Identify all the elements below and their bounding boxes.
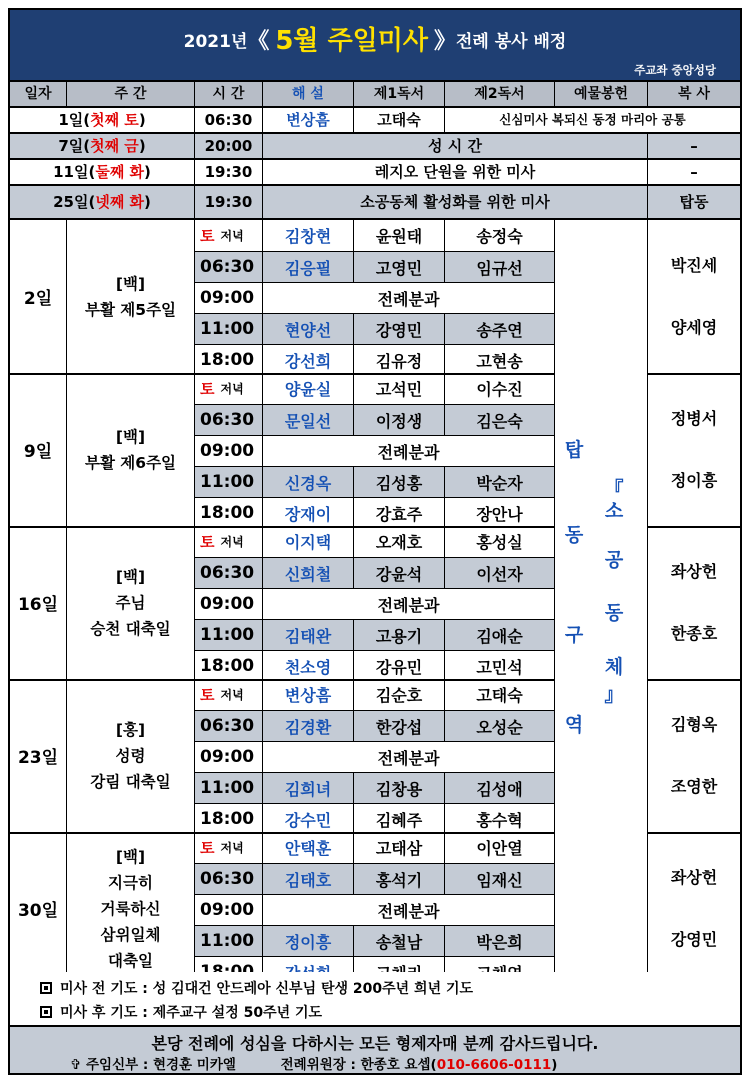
special-note: 신심미사 복되신 동정 마리아 공통 [499, 112, 686, 127]
special-event: 성 시 간 [263, 134, 648, 158]
mass-row [195, 313, 555, 344]
commentator-name: 현양선 [263, 314, 354, 344]
commentator-name: 김창현 [263, 220, 354, 251]
reader1-name: 고영민 [354, 252, 445, 282]
feast-line: 승천 대축일 [90, 619, 171, 638]
special-reader1: 고태숙 [354, 108, 445, 132]
mass-row [195, 741, 555, 772]
column-header-server: 복 사 [678, 86, 710, 102]
liturgy-committee: 전례분과 [263, 436, 555, 466]
special-server: – [690, 137, 698, 155]
mass-time: 11:00 [195, 926, 263, 956]
reader1-name: 강효주 [354, 498, 445, 528]
mass-row [195, 373, 555, 404]
reader1-name: 송철남 [354, 926, 445, 956]
title-year: 2021년 [183, 32, 248, 52]
mass-time: 06:30 [195, 711, 263, 741]
title-suffix: 전례 봉사 배정 [455, 32, 567, 52]
mass-time: 18:00 [195, 345, 263, 375]
mass-row [195, 894, 555, 925]
mass-row [195, 710, 555, 741]
mass-row [195, 832, 555, 863]
feast-name [67, 832, 195, 985]
footer [10, 1027, 740, 1073]
reader2-name: 임재신 [445, 864, 555, 894]
title-highlight: 5월 주일미사 [275, 26, 429, 56]
week-date: 30일 [10, 832, 67, 985]
reader2-name: 오성순 [445, 711, 555, 741]
evening-label: 저녁 [220, 841, 244, 855]
mass-time: 06:30 [195, 252, 263, 282]
column-header-reader2: 제2독서 [445, 82, 555, 106]
reader2-name: 홍성실 [445, 526, 555, 557]
reader2-name: 이선자 [445, 558, 555, 588]
mass-time: 11:00 [195, 467, 263, 497]
mass-time: 09:00 [195, 895, 263, 925]
special-date: 11일(둘째 화) [10, 160, 195, 184]
week-date: 9일 [10, 373, 67, 526]
commentator-name: 변상흠 [263, 679, 354, 710]
column-header-date: 일자 [10, 82, 67, 106]
special-time: 20:00 [195, 134, 263, 158]
reader2-name: 김은숙 [445, 405, 555, 435]
mass-time: 18:00 [195, 498, 263, 528]
special-commentator: 변상흠 [263, 108, 354, 132]
phone-number: 010-6606-0111 [436, 1057, 552, 1073]
mass-time [195, 373, 263, 404]
mass-time: 11:00 [195, 314, 263, 344]
special-event: 레지오 단원을 위한 미사 [263, 160, 648, 184]
offertory-char: 공 [604, 549, 624, 571]
reader1-name: 김순호 [354, 679, 445, 710]
reader1-name: 김혜주 [354, 804, 445, 834]
special-row [10, 134, 740, 160]
square-bullet-icon [40, 982, 52, 994]
commentator-name: 양윤실 [263, 373, 354, 404]
commentator-name: 김태완 [263, 620, 354, 650]
special-event: 소공동체 활성화를 위한 미사 [263, 186, 648, 218]
mass-time: 09:00 [195, 283, 263, 313]
mass-row [195, 282, 555, 313]
evening-label: 저녁 [220, 535, 244, 549]
special-time: 19:30 [195, 160, 263, 184]
commentator-name: 신희철 [263, 558, 354, 588]
commentator-name: 문일선 [263, 405, 354, 435]
reader2-name: 김애순 [445, 620, 555, 650]
parish-name: 주교좌 중앙성당 [634, 63, 716, 77]
column-header-commentator: 해 설 [263, 82, 354, 106]
offertory-char: 동 [564, 524, 584, 546]
offertory-char: 동 [604, 602, 624, 624]
altar-server: 정이흥 [670, 471, 718, 490]
square-bullet-icon [40, 1006, 52, 1018]
title-bracket-open: 《 [247, 29, 270, 54]
reader1-name: 윤원태 [354, 220, 445, 251]
mass-time [195, 526, 263, 557]
special-server: 탑동 [679, 193, 709, 211]
reader1-name: 고용기 [354, 620, 445, 650]
altar-server: 박진세 [670, 256, 718, 275]
altar-server: 김형옥 [670, 715, 718, 734]
evening-label: 저녁 [220, 382, 244, 396]
reader1-name: 한강섭 [354, 711, 445, 741]
offertory-char: 소 [604, 500, 624, 522]
mass-row [195, 863, 555, 894]
special-row [10, 108, 740, 134]
special-row [10, 186, 740, 220]
commentator-name: 안택훈 [263, 832, 354, 863]
mass-time [195, 679, 263, 710]
commentator-name: 강선희 [263, 345, 354, 375]
prayer-after-mass: 미사 후 기도 : 제주교구 설정 50주년 기도 [40, 1002, 322, 1022]
pastor-name: 주임신부 : 현경훈 미카엘 [86, 1057, 236, 1073]
liturgy-committee: 전례분과 [263, 283, 555, 313]
offertory-char: 구 [564, 624, 584, 646]
special-time: 19:30 [195, 186, 263, 218]
column-header-row [10, 82, 740, 108]
reader1-name: 강윤석 [354, 558, 445, 588]
mass-time: 06:30 [195, 558, 263, 588]
column-header-time: 시 간 [195, 82, 263, 106]
reader2-name: 송정숙 [445, 220, 555, 251]
mass-row [195, 619, 555, 650]
offertory-char: 역 [564, 714, 584, 736]
reader2-name: 고태숙 [445, 679, 555, 710]
reader2-name: 임규선 [445, 252, 555, 282]
commentator-name: 김희녀 [263, 773, 354, 803]
feast-line: 성령 [115, 746, 146, 765]
mass-row [195, 925, 555, 956]
commentator-name: 정이흥 [263, 926, 354, 956]
title-banner [10, 10, 740, 82]
altar-server: 강영민 [670, 930, 718, 949]
saturday-marker: 토 [200, 686, 215, 704]
mass-row [195, 650, 555, 681]
reader1-name: 고태삼 [354, 832, 445, 863]
mass-time: 11:00 [195, 620, 263, 650]
commentator-name: 김태호 [263, 864, 354, 894]
feast-line: [백] [115, 847, 146, 866]
commentator-name: 천소영 [263, 651, 354, 681]
saturday-marker: 토 [200, 227, 215, 245]
schedule-page [8, 8, 742, 1075]
reader1-name: 오재호 [354, 526, 445, 557]
mass-time [195, 220, 263, 251]
altar-server: 좌상헌 [670, 562, 718, 581]
saturday-marker: 토 [200, 380, 215, 398]
reader2-name: 김성애 [445, 773, 555, 803]
mass-row [195, 466, 555, 497]
special-date: 7일(첫째 금) [10, 134, 195, 158]
reader1-name: 김성홍 [354, 467, 445, 497]
reader2-name: 장안나 [445, 498, 555, 528]
feast-line: [홍] [115, 720, 146, 739]
prayer-before-mass: 미사 전 기도 : 성 김대건 안드레아 신부님 탄생 200주년 희년 기도 [40, 978, 473, 998]
altar-server: 좌상헌 [670, 868, 718, 887]
mass-row [195, 435, 555, 466]
reader2-name: 박순자 [445, 467, 555, 497]
offertory-bracket: 』 [604, 684, 624, 706]
cross-icon: ✞ [70, 1057, 82, 1073]
mass-row [195, 803, 555, 834]
mass-row [195, 526, 555, 557]
reader2-name: 이안열 [445, 832, 555, 863]
special-time: 06:30 [195, 108, 263, 132]
column-header-reader1: 제1독서 [354, 82, 445, 106]
mass-row [195, 251, 555, 282]
offertory-char: 체 [604, 656, 624, 678]
reader1-name: 김창용 [354, 773, 445, 803]
altar-server: 양세영 [670, 318, 718, 337]
offertory-bracket: 『 [604, 478, 624, 500]
mass-row [195, 588, 555, 619]
special-date: 25일(넷째 화) [10, 186, 195, 218]
feast-name [67, 526, 195, 679]
altar-server: 한종호 [670, 624, 718, 643]
column-header-week: 주 간 [67, 82, 195, 106]
special-row [10, 160, 740, 186]
feast-line: [백] [115, 567, 146, 586]
mass-row [195, 557, 555, 588]
reader1-name: 홍석기 [354, 864, 445, 894]
mass-time: 06:30 [195, 864, 263, 894]
reader2-name: 박은희 [445, 926, 555, 956]
special-server: – [690, 163, 698, 181]
feast-line: 강림 대축일 [90, 772, 171, 791]
week-date: 23일 [10, 679, 67, 832]
mass-time: 18:00 [195, 804, 263, 834]
commentator-name: 신경옥 [263, 467, 354, 497]
liturgy-committee: 전례분과 [263, 895, 555, 925]
feast-line: 주님 [115, 593, 146, 612]
offertory-group [555, 220, 648, 973]
feast-line: 지극히 [108, 873, 153, 892]
mass-time: 09:00 [195, 742, 263, 772]
week-date: 2일 [10, 220, 67, 373]
week-date: 16일 [10, 526, 67, 679]
feast-name [67, 373, 195, 526]
reader1-name: 강영민 [354, 314, 445, 344]
mass-time: 09:00 [195, 589, 263, 619]
mass-time: 18:00 [195, 651, 263, 681]
liturgy-chair: 전례위원장 : 한종호 요셉(010-6606-0111) [280, 1057, 558, 1073]
mass-time [195, 832, 263, 863]
mass-time: 09:00 [195, 436, 263, 466]
saturday-marker: 토 [200, 533, 215, 551]
feast-line: [백] [115, 427, 146, 446]
commentator-name: 김경환 [263, 711, 354, 741]
reader1-name: 강유민 [354, 651, 445, 681]
evening-label: 저녁 [220, 229, 244, 243]
evening-label: 저녁 [220, 688, 244, 702]
reader1-name: 고석민 [354, 373, 445, 404]
mass-row [195, 404, 555, 435]
mass-row [195, 772, 555, 803]
altar-server: 조영한 [670, 777, 718, 796]
feast-line: 삼위일체 [100, 925, 161, 944]
feast-name [67, 220, 195, 373]
mass-time: 06:30 [195, 405, 263, 435]
title-bracket-close: 》 [433, 29, 456, 54]
saturday-marker: 토 [200, 839, 215, 857]
reader2-name: 고현송 [445, 345, 555, 375]
offertory-char: 탑 [564, 439, 584, 461]
credits-line [70, 1053, 557, 1073]
special-date: 1일(첫째 토) [10, 108, 195, 132]
reader2-name: 송주연 [445, 314, 555, 344]
reader2-name: 이수진 [445, 373, 555, 404]
reader2-name: 고민석 [445, 651, 555, 681]
feast-line: 부활 제6주일 [84, 453, 177, 472]
prayer-notes [10, 972, 740, 1027]
commentator-name: 장재이 [263, 498, 354, 528]
liturgy-committee: 전례분과 [263, 589, 555, 619]
feast-line: 부활 제5주일 [84, 300, 177, 319]
mass-row [195, 497, 555, 528]
page-title [10, 20, 740, 57]
reader2-name: 홍수혁 [445, 804, 555, 834]
altar-server: 정병서 [670, 409, 718, 428]
mass-row [195, 220, 555, 251]
feast-name [67, 679, 195, 832]
reader1-name: 김유정 [354, 345, 445, 375]
feast-line: 대축일 [108, 951, 153, 970]
liturgy-committee: 전례분과 [263, 742, 555, 772]
thanks-message: 본당 전례에 성심을 다하시는 모든 형제자매 분께 감사드립니다. [151, 1034, 599, 1053]
reader1-name: 이정생 [354, 405, 445, 435]
mass-row [195, 344, 555, 375]
feast-line: 거룩하신 [100, 899, 161, 918]
mass-row [195, 679, 555, 710]
feast-line: [백] [115, 274, 146, 293]
mass-time: 11:00 [195, 773, 263, 803]
commentator-name: 이지택 [263, 526, 354, 557]
commentator-name: 강수민 [263, 804, 354, 834]
column-header-offertory: 예물봉헌 [555, 82, 648, 106]
commentator-name: 김응필 [263, 252, 354, 282]
